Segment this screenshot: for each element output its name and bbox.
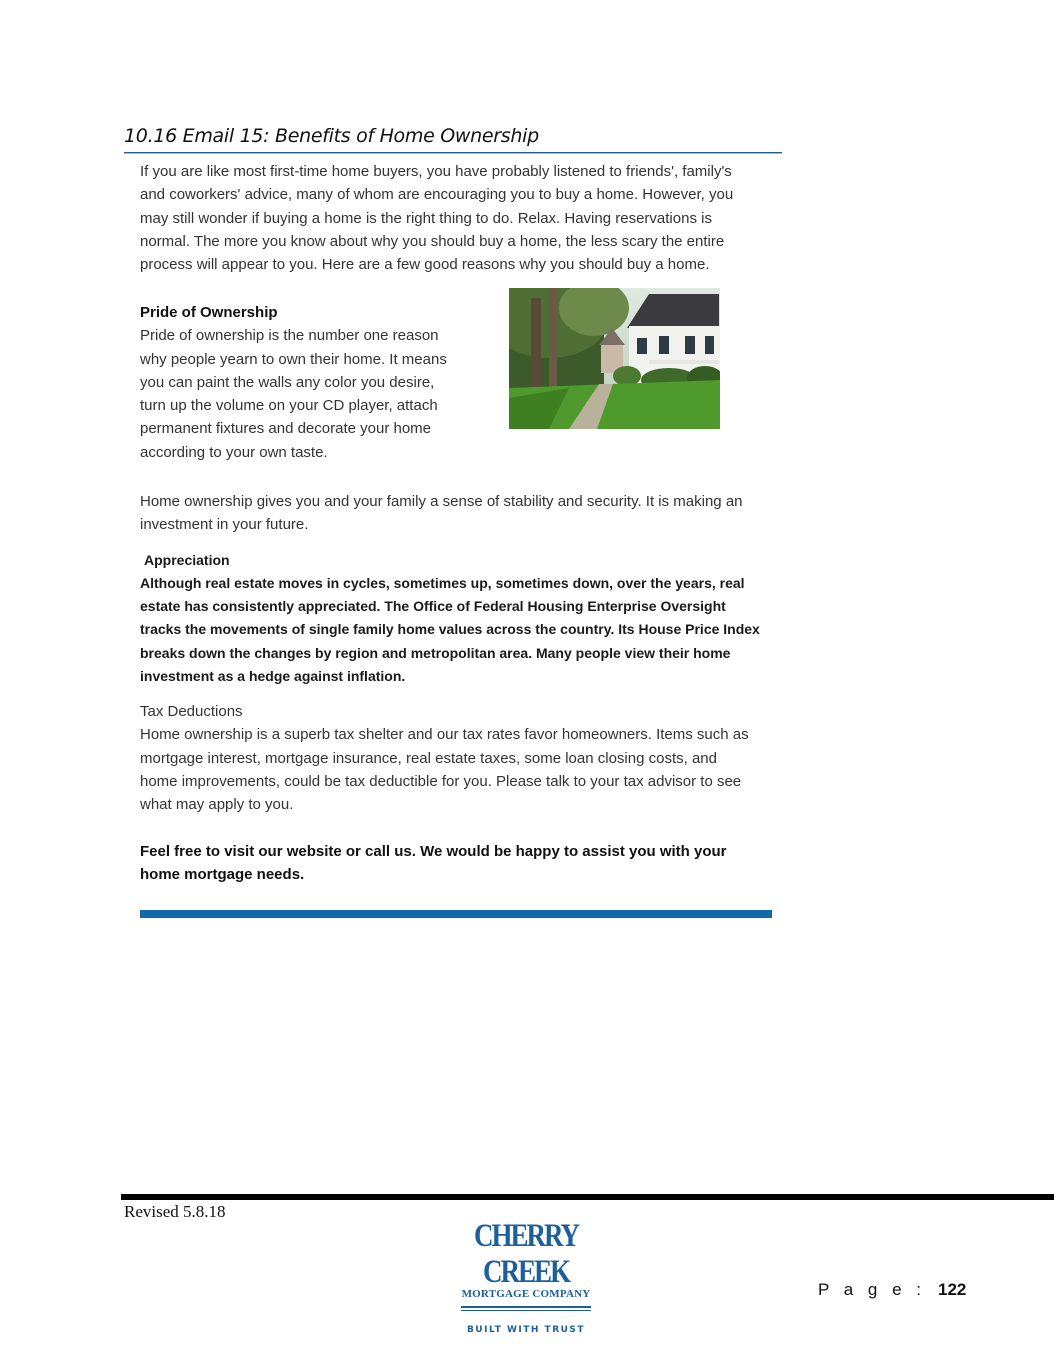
tax-line: home improvements, could be tax deductible for you. Please talk to your tax advisor to see bbox=[140, 772, 742, 790]
page-label: P a g e : bbox=[818, 1280, 927, 1299]
appreciation-paragraph bbox=[140, 572, 760, 688]
tax-line: Home ownership is a superb tax shelter and our tax rates favor homeowners. Items such as bbox=[140, 726, 749, 744]
pride-line: you can paint the walls any color you desire, bbox=[140, 373, 435, 391]
tax-line: mortgage interest, mortgage insurance, real estate taxes, some loan closing costs, and bbox=[140, 749, 717, 767]
stability-paragraph bbox=[140, 490, 743, 537]
company-logo bbox=[440, 1218, 612, 1335]
appreciation-line: estate has consistently appreciated. The Office of Federal Housing Enterprise Oversight bbox=[140, 598, 726, 615]
intro-line: and coworkers' advice, many of whom are encouraging you to buy a home. However, you bbox=[140, 186, 734, 204]
pride-line: according to your own taste. bbox=[140, 443, 328, 461]
logo-double-rule bbox=[461, 1306, 591, 1311]
closing-line: home mortgage needs. bbox=[140, 866, 305, 884]
appreciation-line: Although real estate moves in cycles, sometimes up, sometimes down, over the years, real bbox=[140, 575, 745, 591]
intro-line: normal. The more you know about why you should buy a home, the less scary the entire bbox=[140, 232, 725, 250]
section-heading-text: 10.16 Email 15: Benefits of Home Ownership bbox=[124, 125, 539, 147]
appreciation-line: breaks down the changes by region and metropolitan area. Many people view their home bbox=[140, 644, 731, 661]
appreciation-line: tracks the movements of single family home values across the country. Its House Price Index bbox=[140, 621, 760, 638]
logo-sub-text: MORTGAGE COMPANY bbox=[461, 1288, 591, 1300]
section-heading bbox=[124, 124, 782, 153]
stability-line: investment in your future. bbox=[140, 516, 309, 534]
appreciation-line: investment as a hedge against inflation. bbox=[140, 667, 406, 684]
revised-date: Revised 5.8.18 bbox=[124, 1202, 226, 1221]
appreciation-title: Appreciation bbox=[144, 552, 230, 568]
tax-line: what may apply to you. bbox=[140, 796, 294, 814]
stability-line: Home ownership gives you and your family a sense of stability and security. It is making an bbox=[140, 493, 743, 510]
closing-line: Feel free to visit our website or call us. We would be happy to assist you with your bbox=[140, 843, 727, 860]
tax-title: Tax Deductions bbox=[140, 703, 243, 720]
house-photo bbox=[509, 288, 720, 429]
pride-title: Pride of Ownership bbox=[140, 304, 278, 321]
footer-rule bbox=[121, 1194, 1054, 1200]
pride-line: Pride of ownership is the number one reason bbox=[140, 327, 439, 345]
intro-paragraph bbox=[140, 160, 733, 276]
tax-section bbox=[140, 700, 749, 816]
pride-section bbox=[140, 301, 447, 464]
heading-rule bbox=[124, 153, 782, 154]
section-divider-bar bbox=[140, 910, 772, 918]
logo-tagline: BUILT WITH TRUST bbox=[466, 1325, 586, 1335]
closing-paragraph bbox=[140, 840, 727, 887]
intro-line: may still wonder if buying a home is the right thing to do. Relax. Having reservations is bbox=[140, 209, 712, 227]
page-number-value: 122 bbox=[938, 1280, 967, 1299]
pride-line: permanent fixtures and decorate your home bbox=[140, 420, 431, 438]
pride-line: turn up the volume on your CD player, attach bbox=[140, 397, 438, 415]
intro-line: process will appear to you. Here are a few good reasons why you should buy a home. bbox=[140, 256, 710, 274]
logo-main-text: CHERRY CREEK bbox=[473, 1218, 579, 1290]
intro-line: If you are like most first-time home buyers, you have probably listened to friends', family's bbox=[140, 163, 732, 180]
page-number bbox=[818, 1280, 966, 1300]
pride-line: why people yearn to own their home. It means bbox=[140, 350, 447, 368]
